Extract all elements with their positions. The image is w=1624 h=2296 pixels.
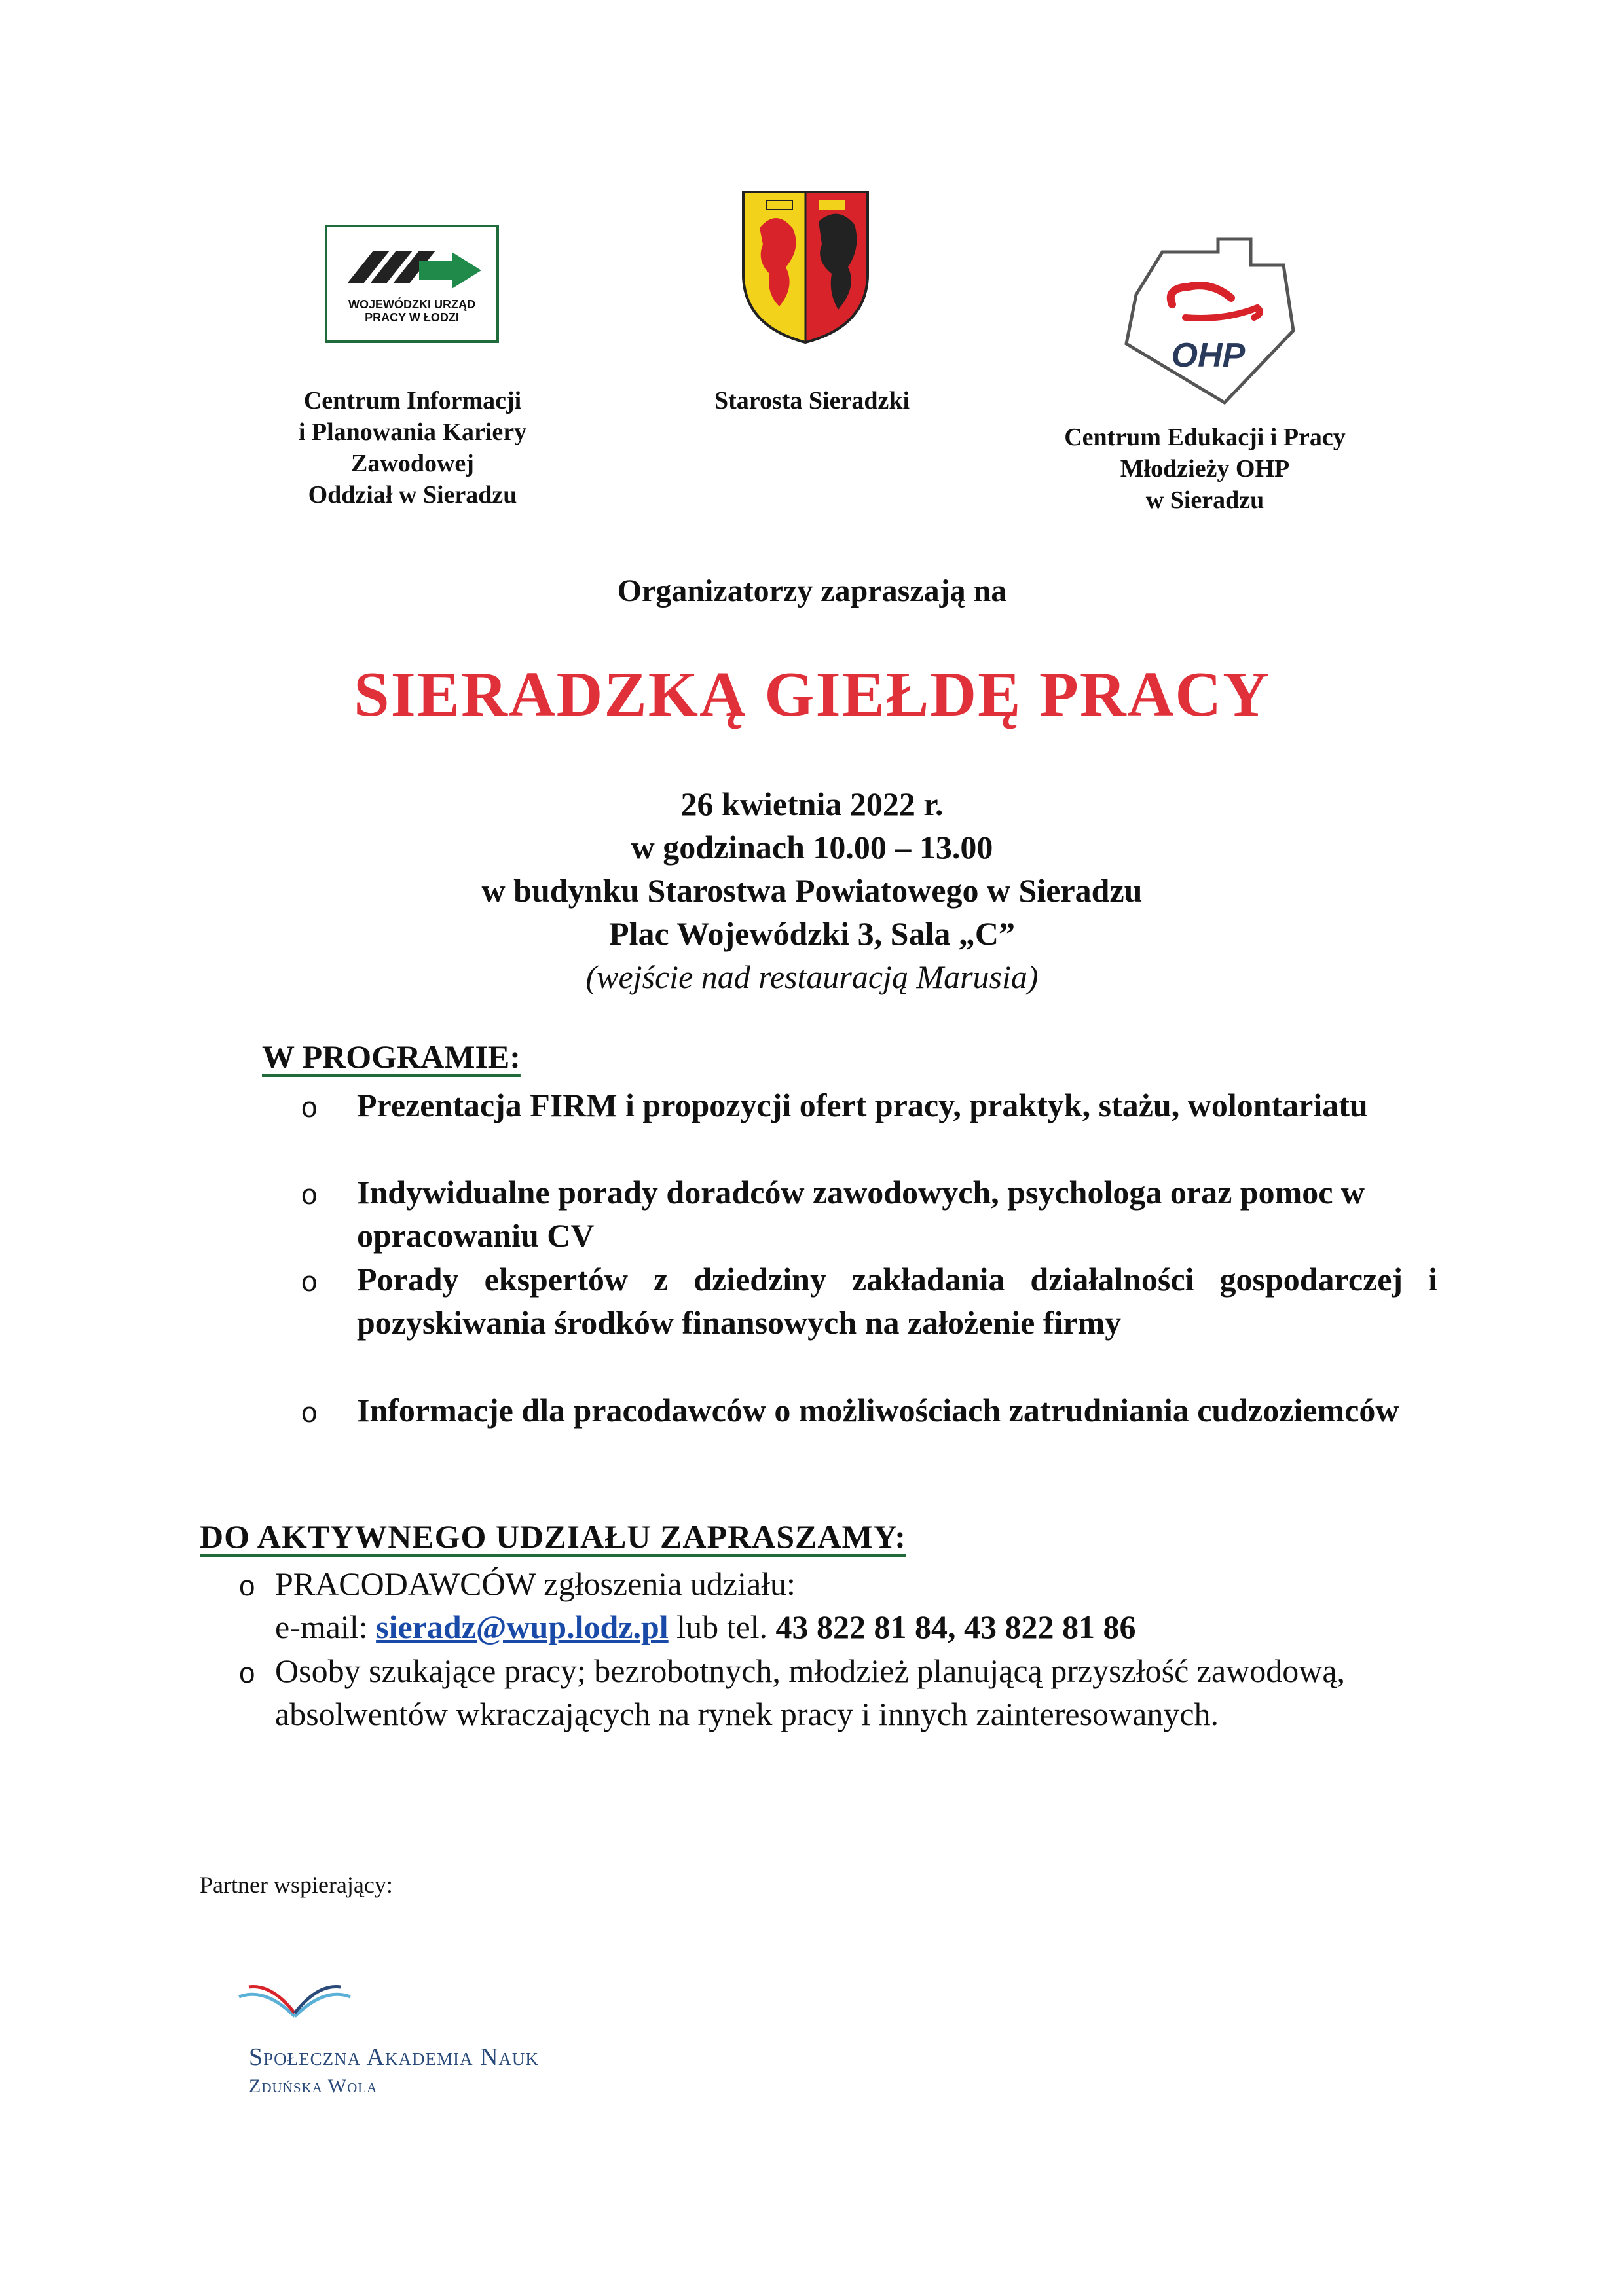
program-item: Porady ekspertów z dziedziny zakładania działalności gospodarczej i pozyskiwania środków finansowych na założenie firmy xyxy=(357,1261,1437,1341)
arrow-logo-icon xyxy=(327,231,496,297)
event-date: 26 kwietnia 2022 r. xyxy=(680,786,944,822)
partner-name: Społeczna Akademia Nauk xyxy=(249,2043,539,2071)
email-prefix: e-mail: xyxy=(275,1609,377,1645)
org-middle-caption: Starosta Sieradzki xyxy=(714,387,910,414)
open-book-logo-icon xyxy=(232,1974,357,2026)
ohp-logo-text: OHP xyxy=(1171,337,1246,374)
program-item: Prezentacja FIRM i propozycji ofert pracy, praktyk, stażu, wolontariatu xyxy=(357,1087,1368,1123)
org-right-line: w Sieradzu xyxy=(1145,486,1264,514)
invite-seekers: Osoby szukające pracy; bezrobotnych, młodzież planującą przyszłość zawodową, absolwentów wkraczających na rynek pracy i innych zainteresowanych. xyxy=(275,1652,1346,1732)
org-left-line: Oddział w Sieradzu xyxy=(308,481,517,509)
event-note: (wejście nad restauracją Marusia) xyxy=(585,958,1039,995)
org-left-line: i Planowania Kariery xyxy=(298,418,527,446)
coat-of-arms-icon xyxy=(740,189,871,346)
org-left-line: Zawodowej xyxy=(351,450,474,477)
list-bullet: o xyxy=(301,1266,318,1298)
event-venue: w budynku Starostwa Powiatowego w Sieradzu xyxy=(481,872,1143,909)
employers-line: PRACODAWCÓW zgłoszenia udziału: xyxy=(275,1565,796,1602)
ohp-logo-icon xyxy=(1120,236,1297,406)
phone-prefix: lub tel. xyxy=(668,1609,776,1645)
org-left-caption xyxy=(242,385,583,511)
email-link[interactable]: sieradz@wup.lodz.pl xyxy=(376,1609,669,1645)
wup-lodz-logo xyxy=(325,225,499,343)
list-bullet: o xyxy=(301,1178,318,1211)
list-bullet: o xyxy=(301,1091,318,1123)
event-title: SIERADZKĄ GIEŁDĘ PRACY xyxy=(354,659,1270,730)
partner-city: Zduńska Wola xyxy=(249,2075,378,2097)
org-right-caption xyxy=(1022,422,1388,516)
list-bullet: o xyxy=(301,1396,318,1429)
wup-logo-text: WOJEWÓDZKI URZĄD PRACY W ŁODZI xyxy=(348,298,475,324)
list-bullet: o xyxy=(239,1570,255,1602)
contact-line xyxy=(275,1605,1441,1649)
invite-heading: DO AKTYWNEGO UDZIAŁU ZAPRASZAMY: xyxy=(200,1518,906,1555)
event-address: Plac Wojewódzki 3, Sala „C” xyxy=(609,915,1015,952)
invite-employers xyxy=(275,1562,1441,1649)
program-item: Informacje dla pracodawców o możliwościach zatrudniania cudzoziemców xyxy=(357,1392,1399,1429)
program-heading: W PROGRAMIE: xyxy=(262,1038,521,1075)
event-hours: w godzinach 10.00 – 13.00 xyxy=(631,829,993,866)
list-bullet: o xyxy=(239,1657,255,1689)
intro-text: Organizatorzy zapraszają na xyxy=(617,574,1007,608)
partner-label: Partner wspierający: xyxy=(200,1872,393,1898)
program-item: Indywidualne porady doradców zawodowych, psychologa oraz pomoc w opracowaniu CV xyxy=(357,1174,1365,1254)
phone-numbers: 43 822 81 84, 43 822 81 86 xyxy=(775,1609,1136,1645)
org-right-line: Centrum Edukacji i Pracy xyxy=(1064,424,1346,451)
org-left-line: Centrum Informacji xyxy=(303,387,522,414)
org-right-line: Młodzieży OHP xyxy=(1120,455,1290,483)
